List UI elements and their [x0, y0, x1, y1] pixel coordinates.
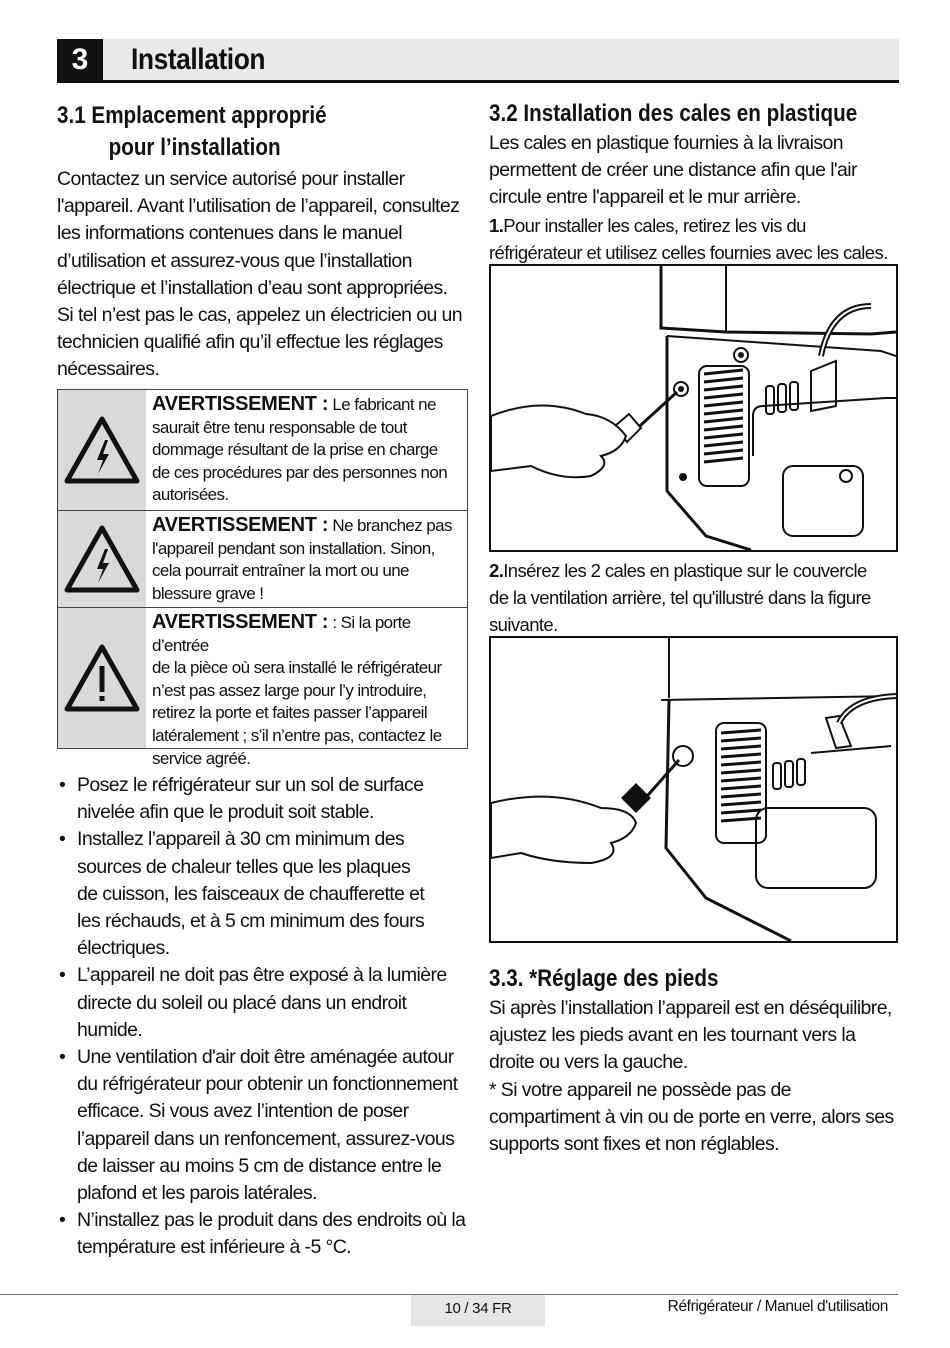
- text-line: service agréé.: [152, 748, 251, 768]
- text-line: sources de chaleur telles que les plaques: [77, 855, 411, 878]
- text-line: Le fabricant ne: [328, 395, 436, 414]
- text-line: droite ou vers la gauche.: [489, 1051, 688, 1074]
- chapter-header: [57, 39, 899, 83]
- figure-insert-spacers: [489, 636, 898, 943]
- section-heading-line1: 3.1 Emplacement approprié: [57, 102, 327, 129]
- section-body: [489, 995, 901, 1158]
- text-line: nécessaires.: [57, 358, 160, 381]
- text-line: les réchauds, et à 5 cm minimum des fours: [77, 910, 425, 933]
- bullet-icon: •: [59, 828, 66, 851]
- bullet-icon: •: [59, 774, 66, 796]
- bullet-icon: •: [59, 964, 66, 987]
- text-line: cela pourrait entraîner la mort ou une: [152, 561, 409, 581]
- warning-label: AVERTISSEMENT :: [152, 393, 329, 415]
- text-line: efficace. Si vous avez l’intention de poser: [77, 1100, 409, 1123]
- warning-label: AVERTISSEMENT :: [152, 611, 329, 633]
- text-line: électriques.: [77, 937, 170, 960]
- text-line: l'appareil. Avant l’utilisation de l’appareil, consultez: [57, 195, 460, 218]
- text-line: technicien qualifié afin qu’il effectue les réglages: [57, 331, 443, 354]
- section-cales: [489, 98, 901, 266]
- text-line: du réfrigérateur pour obtenir un fonctionnement: [77, 1073, 458, 1096]
- section-body: [57, 166, 469, 384]
- chapter-title: Installation: [131, 43, 266, 76]
- list-item: [57, 962, 469, 1044]
- warning-row: [58, 510, 467, 607]
- warning-row: [58, 607, 467, 768]
- warning-icon-cell: [58, 390, 146, 510]
- electric-hazard-icon: [64, 525, 140, 593]
- general-warning-icon: [64, 644, 140, 712]
- warning-text: [146, 390, 451, 510]
- text-line: saurait être tenu responsable de tout: [152, 417, 407, 437]
- text-line: directe du soleil ou placé dans un endroit: [77, 991, 407, 1014]
- step-2: [489, 557, 901, 639]
- warning-row: [58, 390, 467, 510]
- page-number: 10 / 34 FR: [411, 1295, 545, 1326]
- chapter-number: 3: [57, 39, 103, 80]
- text-line: Posez le réfrigérateur sur un sol de surface: [77, 774, 424, 796]
- text-line: Si après l’installation l’appareil est en déséquilibre,: [489, 997, 892, 1019]
- bullet-list: [57, 772, 469, 1262]
- text-line: Insérez les 2 cales en plastique sur le couvercle: [503, 560, 867, 581]
- text-line: humide.: [77, 1018, 143, 1041]
- text-line: blessure grave !: [152, 583, 264, 603]
- warning-text: [146, 608, 467, 768]
- list-item: [57, 772, 469, 826]
- text-line: suivante.: [489, 614, 558, 636]
- text-line: électrique et l’installation d’eau sont appropriées.: [57, 276, 448, 299]
- text-line: Installez l’appareil à 30 cm minimum des: [77, 828, 405, 851]
- text-line: Contactez un service autorisé pour installer: [57, 168, 405, 190]
- text-line: L’appareil ne doit pas être exposé à la lumière: [77, 964, 447, 987]
- electric-hazard-icon: [64, 416, 140, 484]
- warning-table: [57, 389, 468, 768]
- text-line: dommage résultant de la prise en charge: [152, 440, 438, 460]
- text-line: N’installez pas le produit dans des endroits où la: [77, 1209, 466, 1232]
- step-number: 2.: [489, 560, 504, 581]
- text-line: latéralement ; s’il n’entre pas, contactez le: [152, 725, 442, 745]
- text-line: Si tel n’est pas le cas, appelez un électricien ou un: [57, 304, 463, 327]
- footer-title: Réfrigérateur / Manuel d'utilisation: [667, 1298, 888, 1315]
- bullet-icon: •: [59, 1046, 66, 1069]
- text-line: l’appareil dans un renfoncement, assurez-vous: [77, 1127, 455, 1150]
- list-item: [57, 826, 469, 962]
- text-line: de cuisson, les faisceaux de chaufferette et: [77, 882, 425, 905]
- text-line: Les cales en plastique fournies à la livraison: [489, 132, 843, 154]
- text-line: réfrigérateur et utilisez celles fournies avec les cales.: [489, 241, 888, 263]
- step-number: 1.: [489, 214, 504, 236]
- text-line: de ces procédures par des personnes non: [152, 462, 448, 482]
- text-line: de la pièce où sera installé le réfrigérateur: [152, 658, 442, 678]
- text-line: : Si la porte d’entrée: [152, 613, 411, 655]
- text-line: permettent de créer une distance afin que l'air: [489, 159, 857, 182]
- text-line: de la ventilation arrière, tel qu'illustré dans la figure: [489, 587, 871, 609]
- section-emplacement: [57, 100, 469, 384]
- section-reglage-pieds: [489, 963, 901, 1158]
- warning-text: [146, 511, 456, 607]
- section-heading-line2: pour l’installation: [108, 134, 281, 161]
- step-1: [489, 212, 901, 266]
- list-item: [57, 1044, 469, 1207]
- text-line: d’utilisation et assurez-vous que l’installation: [57, 249, 412, 272]
- text-line: autorisées.: [152, 485, 229, 505]
- text-line: les informations contenues dans le manuel: [57, 222, 403, 245]
- text-line: Une ventilation d'air doit être aménagée autour: [77, 1046, 454, 1069]
- text-line: retirez la porte et faites passer l’appareil: [152, 703, 428, 723]
- text-line: température est inférieure à -5 °C.: [77, 1236, 352, 1259]
- text-line: plafond et les parois latérales.: [77, 1182, 317, 1205]
- text-line: * Si votre appareil ne possède pas de: [489, 1078, 791, 1101]
- section-body: [489, 130, 901, 212]
- text-line: compartiment à vin ou de porte en verre, alors ses: [489, 1105, 894, 1128]
- text-line: Pour installer les cales, retirez les vis du: [503, 214, 806, 236]
- warning-icon-cell: [58, 608, 146, 748]
- section-heading: 3.2 Installation des cales en plastique: [489, 100, 858, 127]
- warning-label: AVERTISSEMENT :: [152, 514, 329, 536]
- text-line: circule entre l'appareil et le mur arrière.: [489, 186, 801, 209]
- text-line: de laisser au moins 5 cm de distance entre le: [77, 1154, 442, 1177]
- section-heading: 3.3. *Réglage des pieds: [489, 965, 719, 992]
- list-item: [57, 1207, 469, 1261]
- figure-remove-screws: [489, 264, 898, 552]
- text-line: l'appareil pendant son installation. Sinon,: [152, 538, 435, 558]
- text-line: supports sont fixes et non réglables.: [489, 1133, 779, 1156]
- bullet-icon: •: [59, 1209, 66, 1232]
- text-line: nivelée afin que le produit soit stable.: [77, 801, 374, 824]
- text-line: n’est pas assez large pour l’y introduire,: [152, 680, 427, 700]
- text-line: ajustez les pieds avant en les tournant vers la: [489, 1024, 856, 1047]
- text-line: Ne branchez pas: [328, 516, 452, 535]
- warning-icon-cell: [58, 511, 146, 607]
